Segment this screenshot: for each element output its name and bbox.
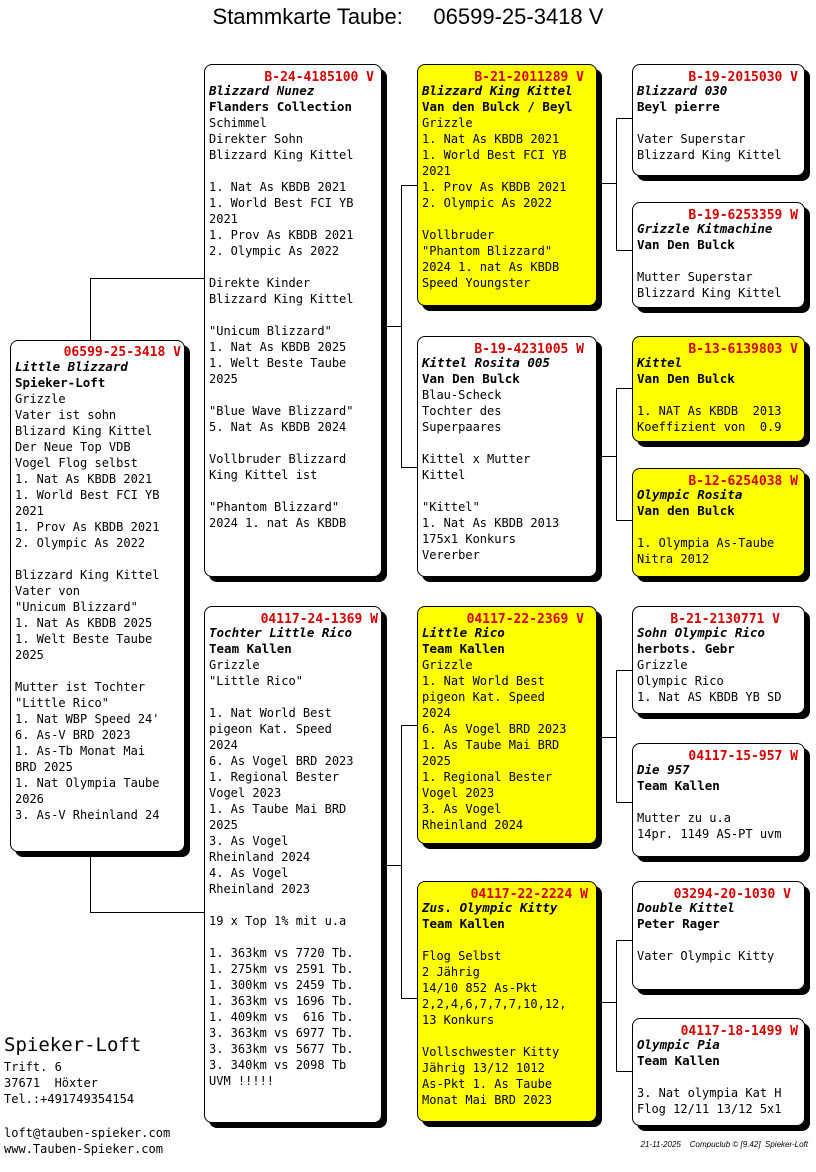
connector-line <box>616 118 617 250</box>
breeder-name: Peter Rager <box>637 916 720 931</box>
pigeon-info: Grizzle 1. Nat World Best pigeon Kat. Speed 2024 6. As Vogel BRD 2023 1. As Taube Mai BRD 2025 1. Regional Bester Vogel 2023 3. As Vogel Rheinland 2024 <box>422 658 567 832</box>
connector-line <box>616 940 632 941</box>
pigeon-card-mother-mother[interactable] <box>417 881 597 1122</box>
connector-line <box>616 670 617 802</box>
pigeon-info: Grizzle Vater ist sohn Blizard King Kittel Der Neue Top VDB Vogel Flog selbst 1. Nat As KBDB 2021 1. World Best FCI YB 2021 1. Prov As KBDB 2021 2. Olympic As 2022 Blizzard King Kittel Vater von "Unicum Blizzard" 1. Nat As KBDB 2025 1. Welt Beste Taube 2025 Mutter ist Tochter "Little Rico" 1. Nat WBP Speed 24' 6. As-V BRD 2023 1. As-Tb Monat Mai BRD 2025 1. Nat Olympia Taube 2026 3. As-V Rheinland 24 <box>15 392 160 822</box>
pigeon-name: Grizzle Kitmachine <box>637 221 773 236</box>
pigeon-info: Mutter zu u.a 14pr. 1149 AS-PT uvm <box>637 811 782 841</box>
ring-number: 03294-20-1030 V <box>673 887 791 902</box>
pigeon-name: Kittel <box>637 355 683 370</box>
pigeon-card-mff[interactable] <box>632 606 805 714</box>
pigeon-info: Blau-Scheck Tochter des Superpaares Kittel x Mutter Kittel "Kittel" 1. Nat As KBDB 2013 175x1 Konkurs Vererber <box>422 388 560 562</box>
connector-line <box>616 250 632 251</box>
connector-line <box>597 737 617 738</box>
connector-line <box>616 940 617 1071</box>
loft-name: Spieker-Loft <box>4 1034 142 1056</box>
breeder-name: Flanders Collection <box>209 99 352 114</box>
pigeon-name: Tochter Little Rico <box>209 625 352 640</box>
pigeon-name: Little Rico <box>422 625 505 640</box>
ring-number: B-12-6254038 W <box>688 474 798 489</box>
page-title: Stammkarte Taube: 06599-25-3418 V <box>212 4 604 29</box>
connector-line <box>401 467 417 468</box>
breeder-name: Van den Bulck <box>637 503 735 518</box>
pigeon-info: Flog Selbst 2 Jährig 14/10 852 As-Pkt 2,2,4,6,7,7,7,10,12, 13 Konkurs Vollschwester Kitty Jährig 13/12 1012 As-Pkt 1. As Taube Monat Mai BRD 2023 <box>422 949 567 1107</box>
pigeon-card-father[interactable] <box>204 64 382 577</box>
pigeon-name: Blizzard 030 <box>637 83 728 98</box>
ring-number: B-19-6253359 W <box>688 208 798 223</box>
breeder-name: Team Kallen <box>209 641 292 656</box>
pigeon-name: Zus. Olympic Kitty <box>422 900 558 915</box>
ring-number: B-19-2015030 V <box>688 70 798 85</box>
pigeon-card-mmm[interactable] <box>632 1018 805 1126</box>
connector-line <box>597 456 617 457</box>
pigeon-name: Blizzard King Kittel <box>422 83 573 98</box>
pigeon-card-father-father[interactable] <box>417 64 597 306</box>
connector-line <box>401 998 417 999</box>
pigeon-info: Mutter Superstar Blizzard King Kittel <box>637 270 782 300</box>
pigeon-info: 3. Nat olympia Kat H Flog 12/11 13/12 5x1 <box>637 1086 782 1116</box>
pigeon-name: Olympic Pia <box>637 1037 720 1052</box>
connector-line <box>90 278 204 279</box>
ring-number: 04117-24-1369 W <box>260 612 378 627</box>
connector-line <box>597 1002 617 1003</box>
pigeon-card-mother[interactable] <box>204 606 382 1123</box>
pigeon-card-mfm[interactable] <box>632 743 805 857</box>
ring-number: B-24-4185100 V <box>264 70 374 85</box>
breeder-name: Van Den Bulck <box>637 237 735 252</box>
pigeon-card-fff[interactable] <box>632 64 805 176</box>
pigeon-info: Grizzle Olympic Rico 1. Nat AS KBDB YB SD <box>637 658 782 704</box>
loft-address: Trift. 6 37671 Höxter Tel.:+491749354154 <box>4 1060 135 1106</box>
breeder-name: Team Kallen <box>637 1053 720 1068</box>
pigeon-info: Vater Superstar Blizzard King Kittel <box>637 132 782 162</box>
pigeon-card-ffm[interactable] <box>632 202 805 308</box>
connector-line <box>382 326 402 327</box>
connector-line <box>616 520 632 521</box>
ring-number: 04117-18-1499 W <box>680 1024 798 1039</box>
connector-line <box>90 852 91 912</box>
loft-contact: loft@tauben-spieker.com www.Tauben-Spieker.com <box>4 1126 171 1156</box>
connector-line <box>616 670 632 671</box>
ring-number: 06599-25-3418 V <box>63 345 181 360</box>
ring-number: B-13-6139803 V <box>688 342 798 357</box>
breeder-name: Team Kallen <box>422 641 505 656</box>
pigeon-name: Kittel Rosita 005 <box>422 355 550 370</box>
pigeon-card-fmf[interactable] <box>632 336 805 442</box>
connector-line <box>90 912 204 913</box>
ring-number: B-21-2130771 V <box>670 612 780 627</box>
connector-line <box>401 185 417 186</box>
pigeon-card-mother-father[interactable] <box>417 606 597 844</box>
ring-number: 04117-22-2369 V <box>466 612 584 627</box>
pigeon-name: Little Blizzard <box>15 359 128 374</box>
connector-line <box>401 725 417 726</box>
connector-line <box>616 118 632 119</box>
pigeon-name: Sohn Olympic Rico <box>637 625 765 640</box>
connector-line <box>401 185 402 467</box>
connector-line <box>616 1071 632 1072</box>
pigeon-name: Die 957 <box>637 762 690 777</box>
breeder-name: Van den Bulck / Beyl <box>422 99 573 114</box>
pigeon-info: 1. NAT As KBDB 2013 Koeffizient von 0.9 <box>637 404 782 434</box>
pigeon-info: Schimmel Direkter Sohn Blizzard King Kittel 1. Nat As KBDB 2021 1. World Best FCI YB 2021 1. Prov As KBDB 2021 2. Olympic As 2022 Direkte Kinder Blizzard King Kittel "Unicum Blizzard" 1. Nat As KBDB 2025 1. Welt Beste Taube 2025 "Blue Wave Blizzard" 5. Nat As KBDB 2024 Vollbruder Blizzard King Kittel ist "Phantom Blizzard" 2024 1. nat As KBDB <box>209 116 354 530</box>
print-stamp: 21-11-2025 Compuclub © [9.42] Spieker-Loft <box>640 1140 808 1149</box>
pigeon-info: Grizzle 1. Nat As KBDB 2021 1. World Best FCI YB 2021 1. Prov As KBDB 2021 2. Olympic As 2022 Vollbruder "Phantom Blizzard" 2024 1. nat As KBDB Speed Youngster <box>422 116 567 290</box>
ring-number: 04117-22-2224 W <box>470 887 588 902</box>
connector-line <box>401 725 402 998</box>
ring-number: 04117-15-957 W <box>688 749 798 764</box>
pigeon-card-subject[interactable] <box>10 340 185 852</box>
breeder-name: Team Kallen <box>637 778 720 793</box>
breeder-name: Van Den Bulck <box>637 371 735 386</box>
pigeon-card-father-mother[interactable] <box>417 336 597 577</box>
connector-line <box>616 388 617 520</box>
breeder-name: Van Den Bulck <box>422 371 520 386</box>
pigeon-card-fmm[interactable] <box>632 468 805 577</box>
connector-line <box>616 802 632 803</box>
ring-number: B-19-4231005 W <box>474 342 584 357</box>
connector-line <box>597 183 617 184</box>
pigeon-info: Grizzle "Little Rico" 1. Nat World Best pigeon Kat. Speed 2024 6. As Vogel BRD 2023 1. Regional Bester Vogel 2023 1. As Taube Mai BRD 2025 3. As Vogel Rheinland 2024 4. As Vogel Rheinland 2023 19 x Top 1% mit u.a 1. 363km vs 7720 Tb. 1. 275km vs 2591 Tb. 1. 300km vs 2459 Tb. 1. 363km vs 1696 Tb. 1. 409km vs 616 Tb. 3. 363km vs 6977 Tb. 3. 363km vs 5677 Tb. 3. 340km vs 2098 Tb UVM !!!!! <box>209 658 354 1088</box>
pigeon-info: 1. Olympia As-Taube Nitra 2012 <box>637 536 775 566</box>
breeder-name: Team Kallen <box>422 916 505 931</box>
breeder-name: herbots. Gebr <box>637 641 735 656</box>
ring-number: B-21-2011289 V <box>474 70 584 85</box>
pigeon-info: Vater Olympic Kitty <box>637 949 775 963</box>
pigeon-name: Blizzard Nunez <box>209 83 315 98</box>
pigeon-name: Olympic Rosita <box>637 487 743 502</box>
breeder-name: Spieker-Loft <box>15 375 106 390</box>
connector-line <box>616 388 632 389</box>
connector-line <box>382 865 402 866</box>
pigeon-name: Double Kittel <box>637 900 735 915</box>
connector-line <box>90 278 91 340</box>
pigeon-card-mmf[interactable] <box>632 881 805 990</box>
breeder-name: Beyl pierre <box>637 99 720 114</box>
